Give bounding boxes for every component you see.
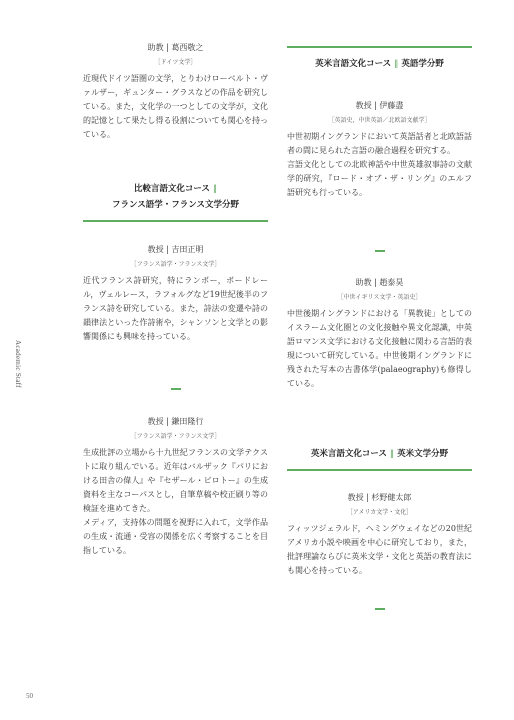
description-paragraph: 近現代ドイツ語圏の文学，とりわけローベルト・ヴァルザー，ギュンター・グラスなどの作品を研究している。また，文化学の一つとしての文学が，文化的記憶として果たし得る役割についても関心を持っている。	[83, 74, 268, 139]
section-heading-english-literature	[287, 446, 472, 471]
section-title-field: 英米文学分野	[397, 449, 449, 459]
section-divider-mark: ‖	[394, 59, 399, 69]
staff-entry-yoshida	[83, 244, 268, 344]
side-label: Academic Staff	[14, 340, 22, 388]
staff-name: 教授 | 鎌田隆行	[147, 417, 204, 426]
separator-dash	[375, 608, 385, 610]
separator	[287, 608, 472, 610]
separator	[287, 250, 472, 252]
section-rule	[287, 469, 472, 471]
description-paragraph: フィッツジェラルド，ヘミングウェイなどの20世紀アメリカ小説や映画を中心に研究しており，また，批評理論ならびに英米文学・文化と英語の教育法にも関心を持っている。	[287, 524, 472, 575]
description-paragraph: 中世後期イングランドにおける「異教徒」としてのイスラーム文化圏との文化接触や異文化認識，中英語ロマンス文学における文化接触に関わる言語的表現について研究している。中世後期イングランドに残された写本の古書体学(palaeography)も修得している。	[287, 309, 472, 388]
staff-field: ［中世イギリス文学・英語史］	[337, 294, 422, 301]
section-heading-french	[83, 181, 268, 222]
section-title-course: 比較言語文化コース	[133, 184, 210, 194]
staff-field: ［フランス語学・フランス文学］	[130, 433, 221, 440]
separator	[83, 388, 268, 390]
staff-entry-sugino	[287, 492, 472, 578]
staff-name: 教授 | 伊藤盡	[355, 101, 404, 110]
staff-description	[83, 274, 268, 344]
section-title	[287, 446, 472, 462]
section-title	[83, 181, 268, 197]
staff-name: 助教 | 葛西敬之	[147, 43, 204, 52]
section-title-field: 英語学分野	[401, 59, 444, 69]
separator-dash	[171, 388, 181, 390]
staff-description	[287, 130, 472, 200]
staff-entry-cho	[287, 277, 472, 391]
section-title	[287, 56, 472, 72]
section-title-course: 英米言語文化コース	[310, 449, 387, 459]
section-heading-english-linguistics	[287, 46, 472, 72]
staff-description	[287, 307, 472, 391]
staff-field: ［ドイツ文学］	[154, 59, 197, 66]
section-divider-mark: ‖	[389, 449, 395, 459]
description-paragraph: 中世初期イングランドにおいて英語話者と北欧語話者の間に見られた言語の融合過程を研究する。	[287, 132, 472, 155]
staff-name: 教授 | 吉田正明	[147, 245, 204, 254]
staff-entry-kasai	[83, 42, 268, 142]
staff-entry-kamada	[83, 416, 268, 558]
staff-field: ［フランス語学・フランス文学］	[130, 261, 221, 268]
description-paragraph: メディア，支持体の問題を視野に入れて，文学作品の生成・流通・受容の関係を広く考察することを目指している。	[83, 518, 268, 555]
description-paragraph: 言語文化としての北欧神話や中世英雄叙事詩の文献学的研究，『ロード・オブ・ザ・リング』のエルフ語研究も行っている。	[287, 160, 472, 197]
section-rule	[83, 220, 268, 222]
staff-name: 助教 | 趙泰昊	[355, 278, 404, 287]
separator-dash	[375, 250, 385, 252]
staff-description	[83, 72, 268, 142]
description-paragraph: 生成批評の立場から十九世紀フランスの文学テクストに取り組んでいる。近年はバルザック『パリにおける田舎の偉人』や『セザール・ビロトー』の生成資料を主なコーパスとし，自筆草稿や校正刷り等の検証を進めてきた。	[83, 448, 268, 513]
section-title-course: 英米言語文化コース	[315, 59, 392, 69]
description-paragraph: 近代フランス詩研究，特にランボー，ボードレール，ヴェルレース，ラフォルグなど19世紀後半のフランス詩を研究している。また，詩法の変遷や詩の韻律法といった作詩術や，シャンソンと文学との影響関係にも興味を持っている。	[83, 276, 268, 341]
section-rule	[287, 46, 472, 48]
staff-description	[83, 446, 268, 558]
section-title-field: フランス語学・フランス文学分野	[112, 200, 239, 210]
staff-field: ［アメリカ文学・文化］	[346, 509, 413, 516]
section-divider-mark: ‖	[212, 184, 218, 194]
staff-entry-ito	[287, 100, 472, 200]
staff-description	[287, 522, 472, 578]
page-number: 50	[26, 692, 33, 700]
staff-name: 教授 | 杉野健太郎	[347, 493, 412, 502]
staff-field: ［英語史，中世英語／北欧語文献学］	[328, 117, 431, 124]
